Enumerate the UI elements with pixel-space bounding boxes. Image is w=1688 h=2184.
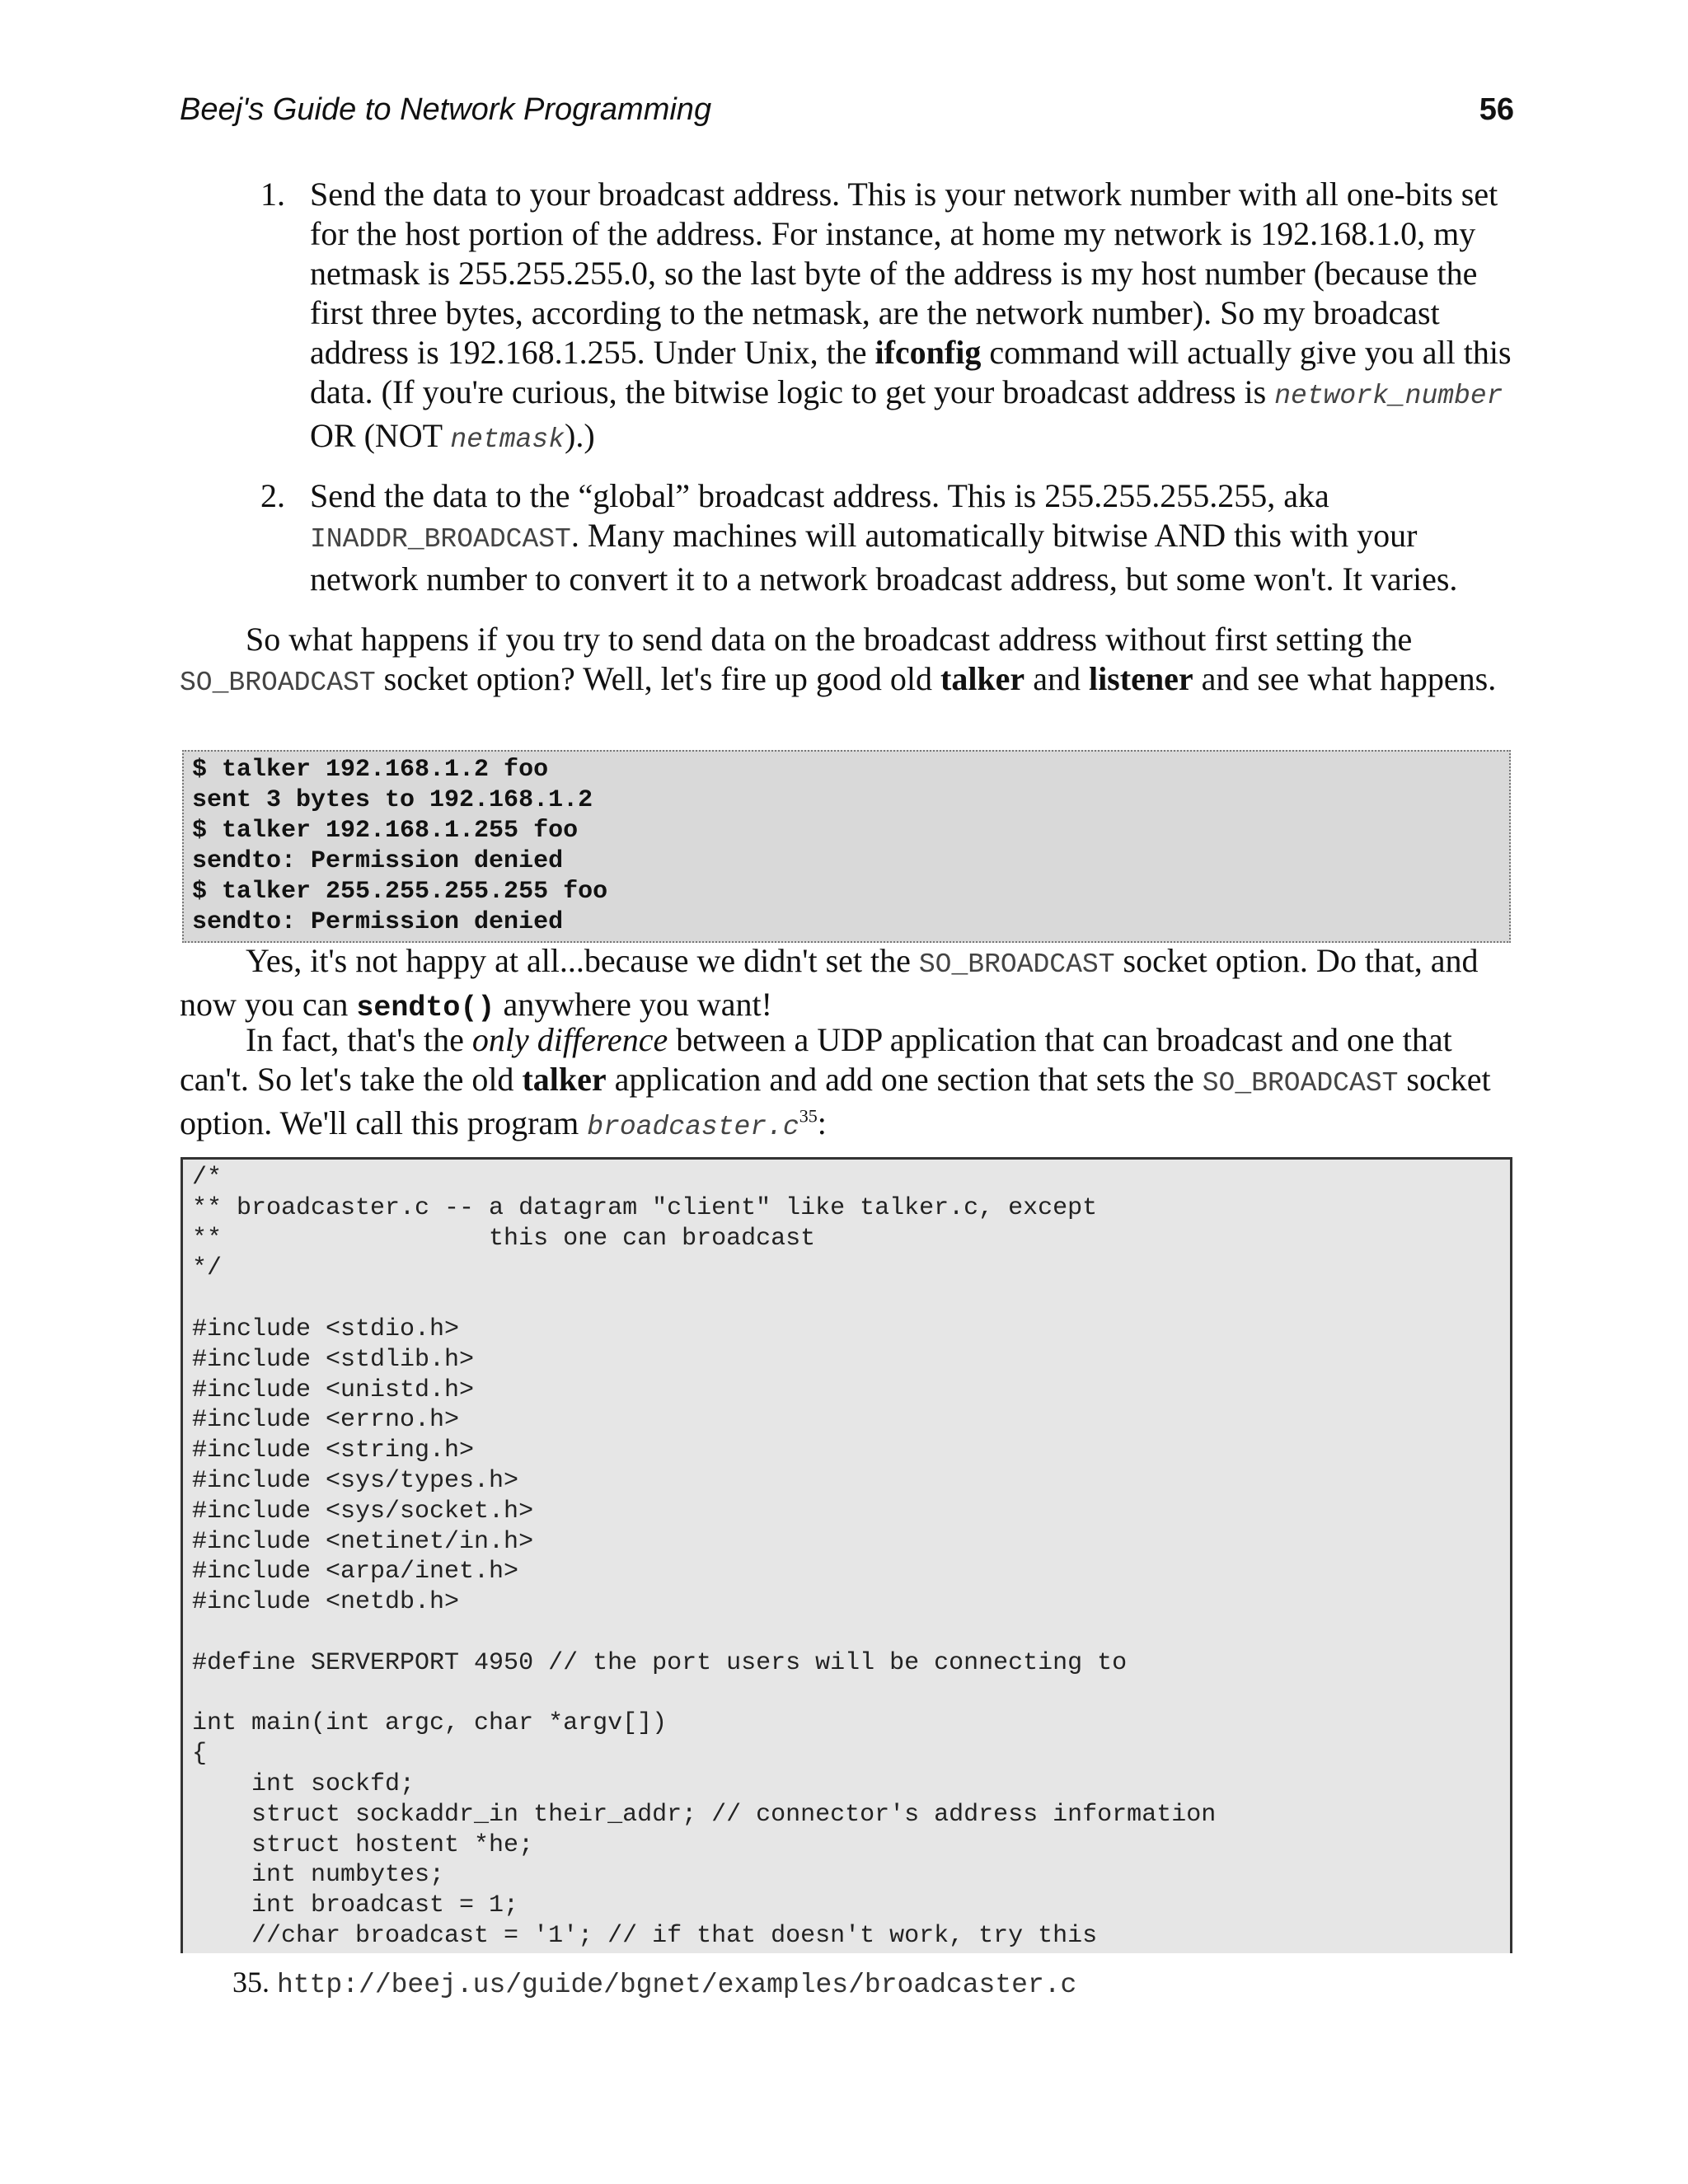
code-line: int numbytes; bbox=[192, 1861, 445, 1890]
code-line: /* bbox=[192, 1164, 223, 1192]
text-run: broadcaster.c bbox=[587, 1112, 799, 1142]
text-run: anywhere you want! bbox=[495, 986, 772, 1023]
list-item-text bbox=[310, 176, 1512, 454]
text-run: application and add one section that sets the bbox=[606, 1061, 1203, 1098]
broadcast-methods-list bbox=[260, 175, 1513, 616]
text-run: So what happens if you try to send data on the broadcast address without first setting the bbox=[246, 621, 1413, 658]
code-line bbox=[192, 1284, 1510, 1315]
code-line: #include <netdb.h> bbox=[192, 1588, 460, 1617]
code-line: ** broadcaster.c -- a datagram "client" like talker.c, except bbox=[192, 1193, 1098, 1222]
text-run: In fact, that's the bbox=[246, 1021, 472, 1058]
paragraph-not-happy bbox=[180, 941, 1515, 1028]
terminal-line: $ talker 192.168.1.255 foo bbox=[192, 817, 579, 845]
code-line: struct hostent *he; bbox=[192, 1830, 534, 1859]
text-run: : bbox=[817, 1104, 827, 1141]
page-number: 56 bbox=[1479, 92, 1514, 127]
page-header-title: Beej's Guide to Network Programming bbox=[180, 92, 712, 127]
text-run: and see what happens. bbox=[1193, 660, 1497, 697]
text-run: Send the data to your broadcast address. This is your network number with all one-bits set for the host portion of the address. For instance, at home my network is 192.168.1.0, my netmask is 255.255.255.0, so the last byte of the address is my host number (because the first three bytes, according to the netmask, are the network number). So my broadcast address is 192.168.1.255. Under Unix, the bbox=[310, 176, 1498, 371]
text-run: ifconfig bbox=[874, 334, 982, 371]
code-line: ** this one can broadcast bbox=[192, 1224, 816, 1253]
code-line bbox=[192, 1618, 1510, 1648]
code-line: #include <arpa/inet.h> bbox=[192, 1558, 519, 1586]
code-line: #include <stdio.h> bbox=[192, 1315, 460, 1343]
code-line: #include <sys/socket.h> bbox=[192, 1497, 534, 1526]
code-line: #include <errno.h> bbox=[192, 1406, 460, 1435]
footnote bbox=[232, 1965, 1076, 2000]
footnote-url-link[interactable]: http://beej.us/guide/bgnet/examples/broadcaster.c bbox=[277, 1970, 1077, 2000]
list-item bbox=[260, 175, 1513, 460]
text-run: command will actually give you all this data. (If you're curious, the bitwise logic to get your broadcast address is bbox=[310, 334, 1512, 410]
text-run: INADDR_BROADCAST bbox=[310, 524, 571, 555]
code-line: { bbox=[192, 1740, 208, 1769]
code-listing-broadcaster bbox=[181, 1157, 1512, 1953]
text-run: sendto() bbox=[356, 991, 495, 1024]
code-line: #include <sys/types.h> bbox=[192, 1466, 519, 1495]
paragraph-broadcast-question bbox=[180, 620, 1515, 703]
text-run: listener bbox=[1088, 660, 1193, 697]
text-run: netmask bbox=[450, 424, 565, 455]
text-run: SO_BROADCAST bbox=[918, 949, 1115, 980]
text-run: between a UDP application that can broadcast and one that can't. So let's take the old bbox=[180, 1021, 1452, 1098]
terminal-line: $ talker 255.255.255.255 foo bbox=[192, 878, 608, 906]
code-line: #include <unistd.h> bbox=[192, 1376, 475, 1404]
code-line bbox=[192, 1679, 1510, 1709]
terminal-line: sendto: Permission denied bbox=[192, 908, 564, 936]
text-run: and bbox=[1025, 660, 1089, 697]
code-line: #include <stdlib.h> bbox=[192, 1345, 475, 1374]
footnote-ref: 35 bbox=[799, 1105, 818, 1127]
text-run: OR (NOT bbox=[310, 417, 451, 454]
text-run: . Many machines will automatically bitwise AND this with your network number to convert it to a network broadcast address, but some won't. It varies. bbox=[310, 517, 1458, 598]
code-line: */ bbox=[192, 1254, 223, 1283]
text-run: network_number bbox=[1274, 381, 1503, 411]
text-run: SO_BROADCAST bbox=[1202, 1068, 1399, 1099]
text-run: talker bbox=[522, 1061, 607, 1098]
list-item-number: 1. bbox=[260, 176, 285, 213]
code-line: int main(int argc, char *argv[]) bbox=[192, 1709, 668, 1738]
text-run: Send the data to the “global” broadcast address. This is 255.255.255.255, aka bbox=[310, 477, 1329, 514]
terminal-line: $ talker 192.168.1.2 foo bbox=[192, 756, 549, 784]
terminal-line: sendto: Permission denied bbox=[192, 847, 564, 875]
text-run: socket option. We'll call this program bbox=[180, 1061, 1491, 1141]
list-item-number: 2. bbox=[260, 477, 285, 514]
list-item-text bbox=[310, 477, 1457, 598]
footnote-number: 35. bbox=[232, 1966, 270, 1999]
terminal-line: sent 3 bytes to 192.168.1.2 bbox=[192, 786, 593, 814]
code-line: int sockfd; bbox=[192, 1769, 415, 1798]
text-run: socket option. Do that, and now you can bbox=[180, 942, 1479, 1023]
text-run: Yes, it's not happy at all...because we didn't set the bbox=[246, 942, 919, 979]
text-run: ).) bbox=[565, 417, 595, 454]
text-run: SO_BROADCAST bbox=[180, 668, 376, 698]
code-line: //char broadcast = '1'; // if that doesn't work, try this bbox=[192, 1921, 1098, 1950]
paragraph-only-difference bbox=[180, 1020, 1515, 1147]
text-run: talker bbox=[940, 660, 1025, 697]
text-run: only difference bbox=[471, 1021, 668, 1058]
code-line: #include <netinet/in.h> bbox=[192, 1527, 534, 1556]
list-item bbox=[260, 476, 1513, 599]
code-line: struct sockaddr_in their_addr; // connector's address information bbox=[192, 1800, 1217, 1829]
terminal-output-block bbox=[182, 750, 1511, 943]
code-line: int broadcast = 1; bbox=[192, 1891, 519, 1920]
code-line: #define SERVERPORT 4950 // the port users will be connecting to bbox=[192, 1648, 1128, 1677]
code-line: #include <string.h> bbox=[192, 1436, 475, 1465]
text-run: socket option? Well, let's fire up good old bbox=[375, 660, 940, 697]
